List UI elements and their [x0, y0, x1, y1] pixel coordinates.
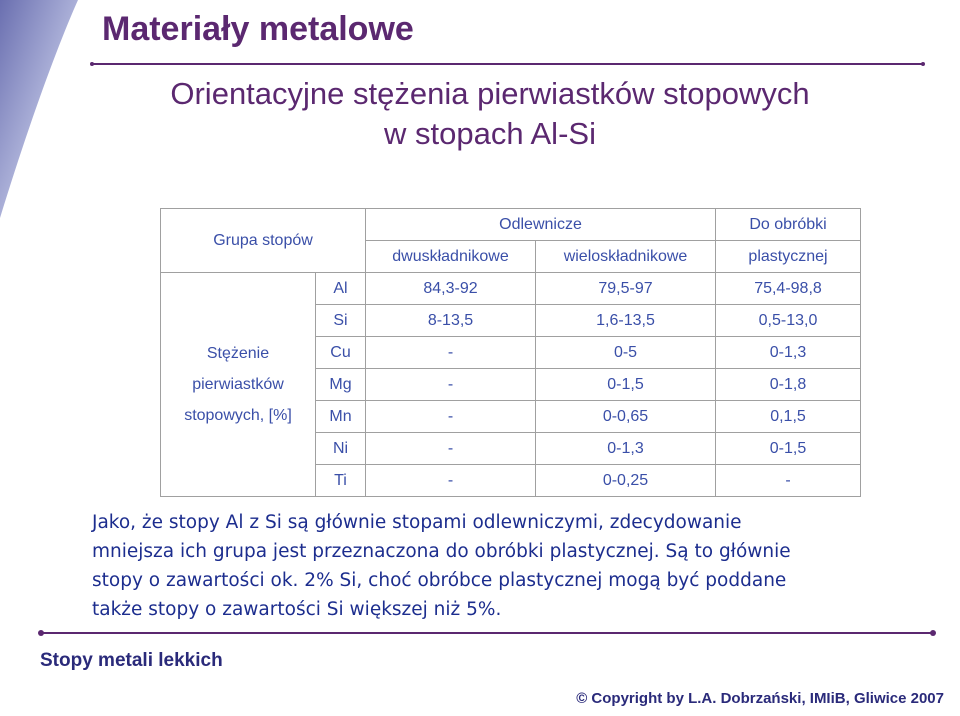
plastic-header-line-1: Do obróbki — [749, 215, 827, 233]
plastic-header-line-2: plastycznej — [748, 247, 828, 265]
element-cell: Mg — [316, 369, 366, 401]
casting-header-cell — [366, 209, 716, 241]
plastic-value: 0-1,8 — [716, 369, 861, 401]
group-header-cell — [161, 209, 366, 273]
element-cell: Si — [316, 305, 366, 337]
binary-value: - — [366, 433, 536, 465]
body-line-2: mniejsza ich grupa jest przeznaczona do obróbki plastycznej. Są to głównie — [92, 541, 791, 562]
body-line-3: stopy o zawartości ok. 2% Si, choć obróbce plastycznej mogą być poddane — [92, 570, 787, 591]
group-header: Grupa stopów — [213, 231, 313, 249]
plastic-value: - — [716, 465, 861, 497]
binary-value: - — [366, 337, 536, 369]
plastic-value: 0-1,5 — [716, 433, 861, 465]
binary-value: 8-13,5 — [366, 305, 536, 337]
table-header-row-1 — [161, 209, 861, 241]
multi-value: 0-0,25 — [536, 465, 716, 497]
body-paragraph — [92, 508, 912, 624]
element-cell: Al — [316, 273, 366, 305]
body-line-1: Jako, że stopy Al z Si są głównie stopami odlewniczymi, zdecydowanie — [92, 512, 742, 533]
multi-value: 0-5 — [536, 337, 716, 369]
body-line-4: także stopy o zawartości Si większej niż 5%. — [92, 599, 502, 620]
plastic-header-cell-2 — [716, 241, 861, 273]
multi-value: 0-1,3 — [536, 433, 716, 465]
slide-subtitle — [100, 74, 880, 154]
plastic-header-cell-1 — [716, 209, 861, 241]
element-cell: Ti — [316, 465, 366, 497]
binary-header-cell — [366, 241, 536, 273]
element-cell: Cu — [316, 337, 366, 369]
corner-decoration — [0, 0, 100, 220]
plastic-value: 0,1,5 — [716, 401, 861, 433]
element-cell: Mn — [316, 401, 366, 433]
concentration-line-3: stopowych, [%] — [184, 407, 292, 424]
multi-header: wieloskładnikowe — [563, 247, 688, 265]
binary-value: 84,3-92 — [366, 273, 536, 305]
multi-header-cell — [536, 241, 716, 273]
concentration-line-1: Stężenie — [206, 345, 270, 362]
binary-header: dwuskładnikowe — [392, 247, 509, 265]
title-divider — [90, 62, 925, 66]
plastic-value: 75,4-98,8 — [716, 273, 861, 305]
multi-value: 79,5-97 — [536, 273, 716, 305]
multi-value: 0-1,5 — [536, 369, 716, 401]
concentration-label-cell — [161, 273, 316, 497]
element-cell: Ni — [316, 433, 366, 465]
plastic-value: 0,5-13,0 — [716, 305, 861, 337]
plastic-value: 0-1,3 — [716, 337, 861, 369]
footer-copyright: © Copyright by L.A. Dobrzański, IMIiB, Gliwice 2007 — [576, 690, 944, 707]
subtitle-line-1: Orientacyjne stężenia pierwiastków stopowych — [170, 76, 810, 111]
binary-value: - — [366, 401, 536, 433]
slide-title: Materiały metalowe — [102, 10, 414, 48]
footer-divider — [38, 630, 936, 636]
alloy-composition-table — [160, 208, 861, 497]
casting-header: Odlewnicze — [499, 215, 582, 233]
subtitle-line-2: w stopach Al-Si — [384, 116, 596, 151]
concentration-line-2: pierwiastków — [192, 376, 284, 393]
multi-value: 1,6-13,5 — [536, 305, 716, 337]
footer-course-title: Stopy metali lekkich — [40, 650, 223, 671]
binary-value: - — [366, 465, 536, 497]
multi-value: 0-0,65 — [536, 401, 716, 433]
table-row — [161, 273, 861, 305]
binary-value: - — [366, 369, 536, 401]
